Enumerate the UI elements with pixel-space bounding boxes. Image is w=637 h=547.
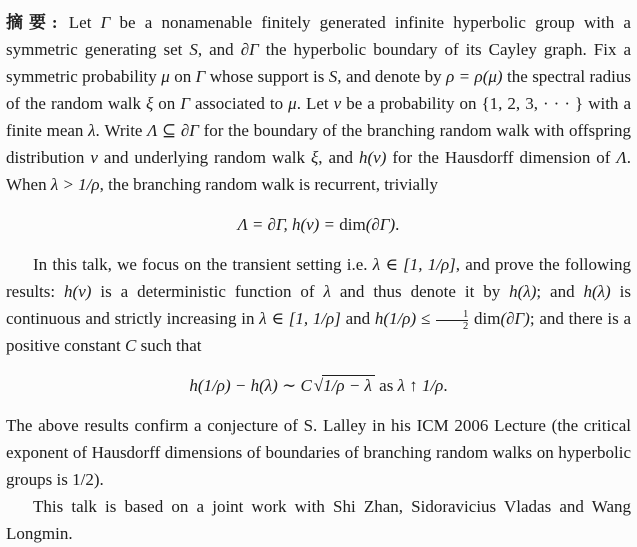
fraction-numerator: 1 — [462, 308, 469, 320]
math-text: h(1/ρ) − h(λ) ∼ C — [189, 376, 312, 395]
math-text: S — [328, 67, 338, 86]
abstract-paragraph-6 — [6, 493, 631, 547]
body-text: dim — [339, 215, 366, 234]
sqrt-argument: 1/ρ − λ — [322, 375, 375, 395]
math-text: ξ — [146, 94, 154, 113]
display-equation-4 — [6, 372, 631, 399]
math-text: μ — [161, 67, 170, 86]
math-text: ν — [90, 148, 98, 167]
body-text: and thus denote it by — [330, 282, 510, 301]
abstract-label: 摘要: — [6, 13, 69, 32]
body-text: Let — [68, 13, 101, 32]
body-text: . — [443, 376, 448, 395]
body-text: the hyperbolic boundary of its Cayley graph. Fix a symmetric probability — [6, 40, 631, 86]
body-text: In this talk, we focus on the transient setting i.e. — [33, 255, 373, 274]
body-text: on — [169, 67, 196, 86]
math-text: ν — [333, 94, 342, 113]
body-text: is a deterministic function of — [91, 282, 324, 301]
math-text: (∂Γ) — [365, 215, 396, 234]
body-text: the spectral radius of the random walk — [6, 67, 632, 113]
abstract-body — [6, 9, 631, 547]
abstract-document — [6, 9, 632, 543]
body-text: . Let — [296, 94, 334, 113]
abstract-paragraph-3 — [6, 251, 631, 359]
math-text: λ ↑ 1/ρ — [397, 376, 444, 395]
body-text: and underlying random walk — [97, 148, 311, 167]
math-text: h(1/ρ) ≤ — [374, 309, 435, 328]
math-text: Γ — [195, 67, 206, 86]
math-text: h(ν) — [64, 282, 92, 301]
math-text: Γ — [180, 94, 190, 113]
body-text: . When — [6, 148, 631, 194]
body-text: ; and there is a positive constant — [6, 309, 632, 355]
body-text: The above results confirm a conjecture of S. Lalley in his ICM 2006 Lecture (the critical exponent of Hausdorff dimensions of boundaries of branching random walks on hyperbolic groups is 1/2). — [6, 416, 631, 489]
math-text: λ > 1/ρ — [50, 175, 100, 194]
math-text: λ ∈ [1, 1/ρ] — [372, 255, 456, 274]
body-text: This talk is based on a joint work with Shi Zhan, Sidoravicius Vladas and Wang Longmin. — [6, 497, 631, 543]
body-text: for the boundary of the branching random walk with offspring distribution — [6, 121, 631, 167]
math-text: h(λ) — [509, 282, 537, 301]
math-text: h(ν) — [359, 148, 387, 167]
abstract-paragraph-1 — [6, 9, 631, 198]
body-text: be a nonamenable finitely generated infinite hyperbolic group with a symmetric generating set — [6, 13, 631, 59]
body-text: associated to — [190, 94, 289, 113]
body-text: and — [340, 309, 375, 328]
body-text: , and — [318, 148, 360, 167]
math-text: C — [124, 336, 137, 355]
body-text: whose support is — [205, 67, 329, 86]
math-text: (∂Γ) — [500, 309, 530, 328]
body-text: ; and — [536, 282, 584, 301]
sqrt-radical — [314, 372, 375, 399]
fraction-denominator: 2 — [436, 320, 468, 332]
body-text: , and denote by — [337, 67, 447, 86]
display-equation-2 — [6, 211, 631, 238]
body-text: such that — [136, 336, 202, 355]
stacked-fraction — [436, 309, 468, 332]
sqrt-sign: √ — [313, 376, 324, 395]
body-text: for the Hausdorff dimension of — [386, 148, 617, 167]
math-text: ρ = ρ(μ) — [446, 67, 503, 86]
body-text: . — [395, 215, 400, 234]
body-text: . Write — [95, 121, 148, 140]
math-text: λ — [323, 282, 331, 301]
body-text: as — [374, 376, 398, 395]
abstract-paragraph-5 — [6, 412, 631, 493]
math-text: λ — [88, 121, 96, 140]
math-text: Λ = ∂Γ, h(ν) = — [237, 215, 340, 234]
body-text: , and — [197, 40, 241, 59]
math-text: S — [189, 40, 198, 59]
body-text: is continuous and strictly increasing in — [6, 282, 631, 328]
math-text: ∂Γ — [240, 40, 259, 59]
math-text: Λ — [616, 148, 627, 167]
body-text: , the branching random walk is recurrent, trivially — [99, 175, 439, 194]
math-text: ξ — [310, 148, 319, 167]
math-text: μ — [288, 94, 297, 113]
body-text: , and prove the following results: — [6, 255, 632, 301]
body-text: on — [153, 94, 181, 113]
body-text: dim — [469, 309, 501, 328]
math-text: h(λ) — [583, 282, 611, 301]
math-text: λ ∈ [1, 1/ρ] — [259, 309, 341, 328]
math-text: Λ ⊆ ∂Γ — [147, 121, 199, 140]
math-text: Γ — [100, 13, 111, 32]
body-text: be a probability on {1, 2, 3, · · · } with a finite mean — [6, 94, 632, 140]
